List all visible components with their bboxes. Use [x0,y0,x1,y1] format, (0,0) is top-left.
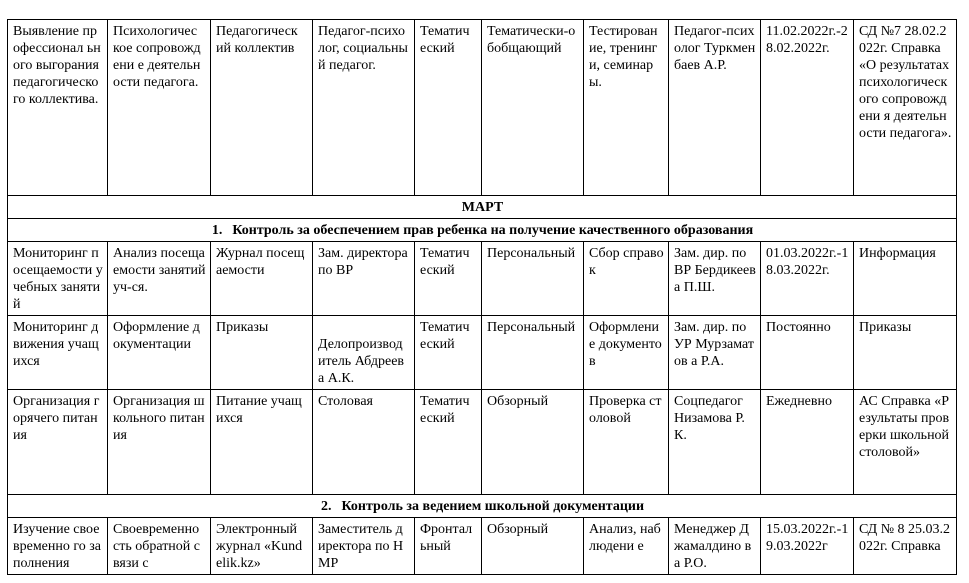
cell-topic: Мониторинг движения учащихся [8,316,108,390]
cell-goal: Анализ посещаемости занятий уч-ся. [108,242,211,316]
cell-goal: Организация школьного питания [108,390,211,495]
cell-form: Тематически-обобщающий [482,20,584,196]
cell-responsible: Менеджер Джамалдино ва Р.О. [669,518,761,575]
cell-goal: Оформление документации [108,316,211,390]
table-row [8,316,957,390]
section-number: 1. [211,223,223,238]
cell-responsible: Соцпедагог Низамова Р.К. [669,390,761,495]
cell-type: Тематич еский [415,20,482,196]
cell-object: Электронный журнал «Kundelik.kz» [211,518,313,575]
cell-form: Обзорный [482,390,584,495]
cell-method: Тестирован ие, тренинги, семинары. [584,20,669,196]
section-header-row [8,495,957,518]
cell-result: АС Справка «Результаты проверки школьной столовой» [854,390,957,495]
section-title [8,495,957,518]
table-row [8,20,957,196]
cell-type: Тематич еский [415,390,482,495]
cell-result: СД № 8 25.03.2022г. Справка [854,518,957,575]
cell-subject: Заместитель директора по НМР [313,518,415,575]
cell-type: Фронтал ьный [415,518,482,575]
cell-form: Персональный [482,316,584,390]
cell-object: Питание учащихся [211,390,313,495]
section-header-row [8,219,957,242]
cell-dates: 15.03.2022г.-19.03.2022г [761,518,854,575]
cell-topic: Организация горячего питания [8,390,108,495]
cell-method: Оформлени е документов [584,316,669,390]
cell-dates: Ежедневно [761,390,854,495]
cell-object: Журнал посещаемости [211,242,313,316]
cell-subject [313,316,415,390]
section-title [8,219,957,242]
cell-form: Обзорный [482,518,584,575]
cell-goal: Своевременно сть обратной связи с [108,518,211,575]
cell-type: Тематич еский [415,242,482,316]
section-number: 2. [320,499,332,514]
cell-topic: Изучение своевременно го заполнения [8,518,108,575]
control-plan-table [7,19,957,575]
cell-responsible: Зам. дир. по УР Мурзаматов а Р.А. [669,316,761,390]
cell-subject: Столовая [313,390,415,495]
cell-result: Информация [854,242,957,316]
cell-responsible: Педагог-психолог Туркменбаев А.Р. [669,20,761,196]
cell-topic: Выявление профессионал ьного выгорания педагогическо го коллектива. [8,20,108,196]
cell-subject-text: Делопроизвод итель Абдреева А.К. [318,337,405,386]
cell-method: Анализ, наблюдени е [584,518,669,575]
cell-result: Приказы [854,316,957,390]
month-title: МАРТ [8,196,957,219]
cell-topic: Мониторинг посещаемости учебных занятий [8,242,108,316]
cell-goal: Психологичес кое сопровождени е деятельности педагога. [108,20,211,196]
cell-dates: Постоянно [761,316,854,390]
cell-subject: Зам. директора по ВР [313,242,415,316]
cell-type: Тематич еский [415,316,482,390]
cell-object: Педагогическ ий коллектив [211,20,313,196]
table-row [8,390,957,495]
cell-dates: 11.02.2022г.-28.02.2022г. [761,20,854,196]
section-text: Контроль за обеспечением прав ребенка на получение качественного образования [232,223,754,238]
cell-method: Проверка столовой [584,390,669,495]
cell-dates: 01.03.2022г.-18.03.2022г. [761,242,854,316]
cell-form: Персональный [482,242,584,316]
section-text: Контроль за ведением школьной документации [341,499,645,514]
cell-object: Приказы [211,316,313,390]
cell-subject: Педагог-психолог, социальный педагог. [313,20,415,196]
cell-responsible: Зам. дир. по ВР Бердикеева П.Ш. [669,242,761,316]
table-row [8,518,957,575]
month-header-row [8,196,957,219]
cell-result: СД №7 28.02.2022г. Справка «О результатах психологическ ого сопровождени я деятельности педагога». [854,20,957,196]
cell-method: Сбор справок [584,242,669,316]
table-row [8,242,957,316]
